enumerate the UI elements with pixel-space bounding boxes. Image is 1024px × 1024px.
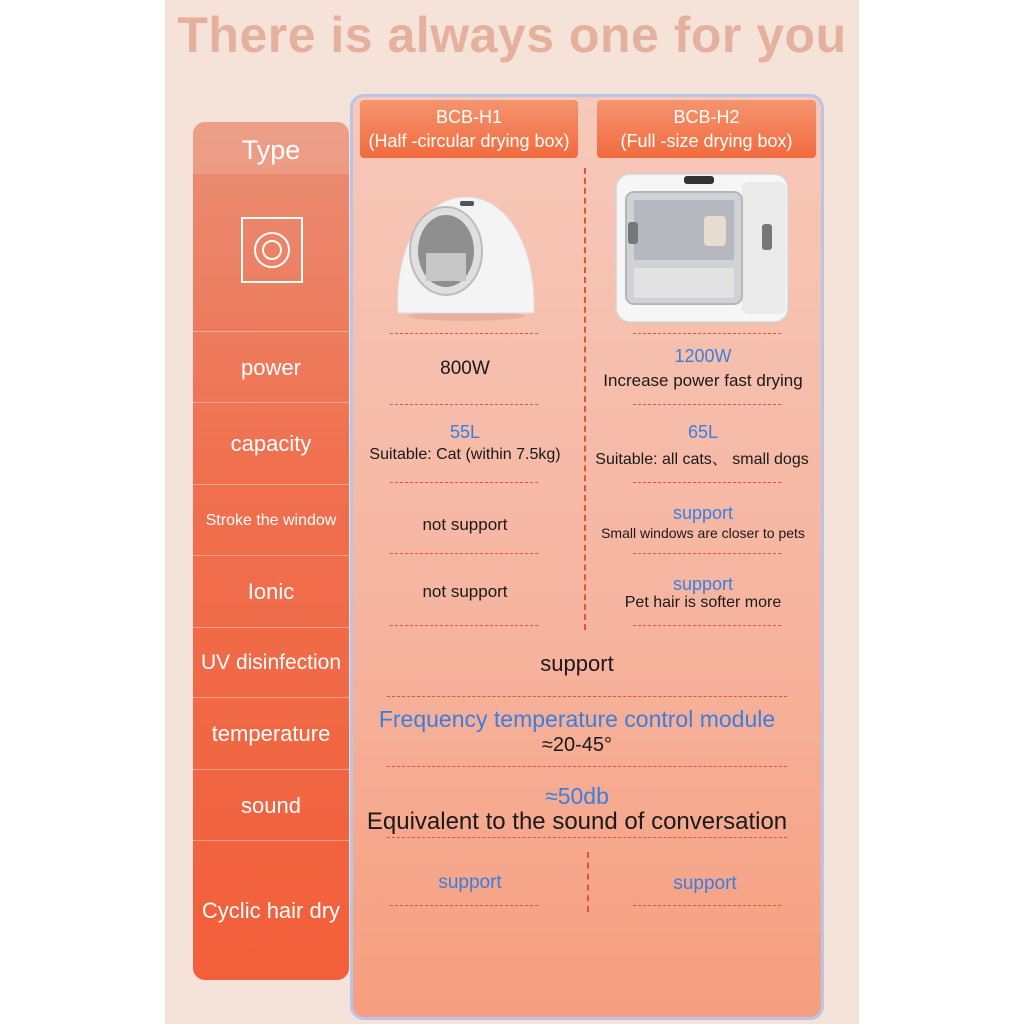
h1-power: 800W [440,358,490,379]
h1-window: not support [422,515,508,534]
column-divider-bottom [587,852,589,912]
model-subtitle: (Full -size drying box) [620,131,793,151]
row-label-sound: sound [193,769,349,841]
type-header: Type [193,122,349,174]
row-label-uv: UV disinfection [193,627,349,698]
dash-separator [390,905,538,906]
h2-window-value: support [672,503,734,523]
dash-separator [390,482,538,483]
feature-sidebar [193,122,349,980]
model-name: BCB-H2 [673,107,740,127]
row-label-temperature: temperature [193,697,349,770]
dryer-type-icon [241,217,303,283]
temperature-range: ≈20-45° [541,734,613,756]
row-label-power: power [193,331,349,403]
h2-ionic-value: support [672,574,734,594]
row-label-ionic: Ionic [193,555,349,628]
inner-ring [262,240,282,260]
model-name: BCB-H1 [435,107,502,127]
h2-power-value: 1200W [674,346,732,366]
row-label-capacity: capacity [193,402,349,485]
column-divider [584,168,586,630]
h1-capacity-value: 55L [449,422,481,442]
h2-capacity-note: Suitable: all cats、 small dogs [595,451,809,468]
dash-separator [633,482,781,483]
h2-cyclic: support [673,873,737,894]
page-title: There is always one for you [177,7,847,63]
dash-separator [387,696,787,697]
dash-separator [387,766,787,767]
dash-separator [633,625,781,626]
sound-note: Equivalent to the sound of conversation [366,808,788,835]
h2-power-note: Increase power fast drying [603,371,803,390]
dash-separator [387,837,787,838]
h1-capacity-note: Suitable: Cat (within 7.5kg) [369,446,561,463]
dash-separator [390,625,538,626]
dash-separator [633,905,781,906]
column-header-h2 [597,100,816,158]
dash-separator [390,404,538,405]
h2-capacity-value: 65L [687,422,719,442]
dash-separator [390,333,538,334]
dash-separator [390,553,538,554]
h2-ionic-note: Pet hair is softer more [624,594,782,611]
h2-window-note: Small windows are closer to pets [601,525,805,541]
h2-cube-dryer-image [612,168,794,328]
h1-cyclic: support [438,872,502,893]
h1-ionic: not support [422,582,508,601]
temperature-value: Frequency temperature control module [378,706,776,732]
sound-value: ≈50db [545,783,609,809]
row-label-stroke-window: Stroke the window [193,484,349,556]
row-label-cyclic: Cyclic hair dry [193,840,349,980]
uv-value: support [540,651,614,676]
model-subtitle: (Half -circular drying box) [368,131,570,151]
dash-separator [633,333,781,334]
column-header-h1 [360,100,578,158]
h1-dome-dryer-image [390,185,542,325]
dash-separator [633,404,781,405]
dash-separator [633,553,781,554]
